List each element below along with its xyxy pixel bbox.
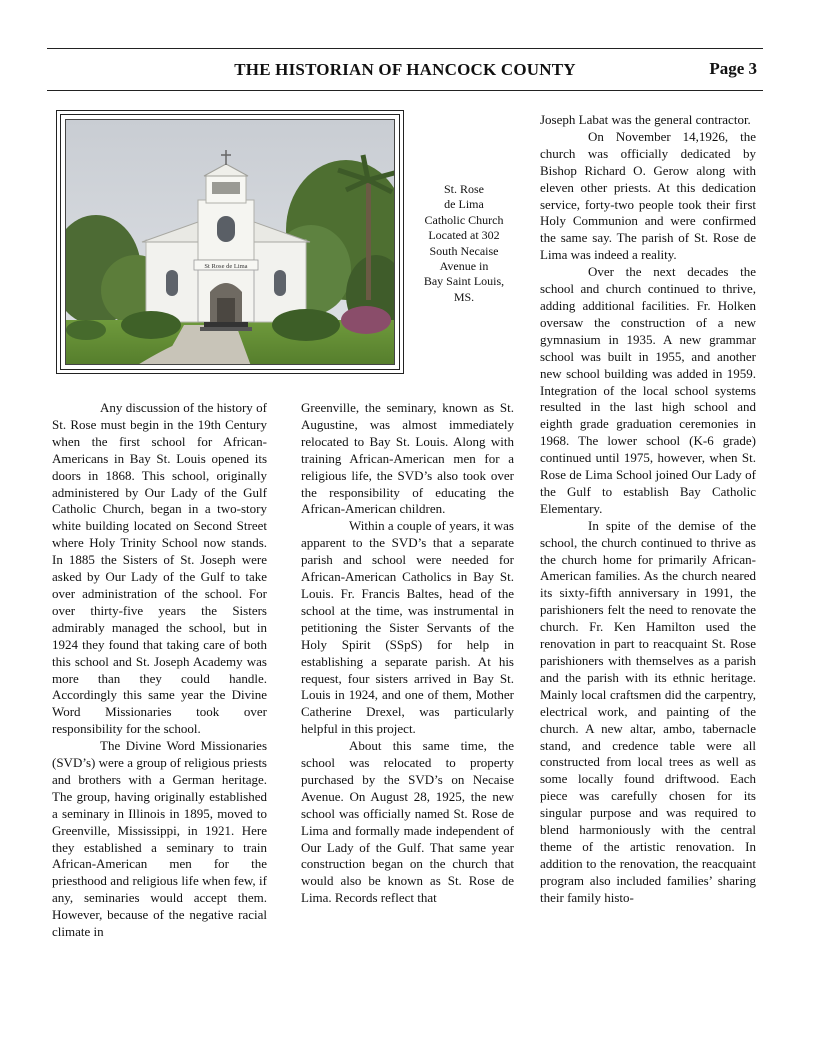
- article-paragraph: In spite of the demise of the school, the church continued to thrive as the church home for primarily African-American families. As the church neared its sixty-fifth anniversary in 1991, the parishioners felt the need to renovate the church. Fr. Ken Hamilton used the renovation in part to reacquaint St. Rose parishioners with themselves as a parish and the parish with its ethnic heritage. Mainly local craftsmen did the carpentry, electrical work, and painting of the church. A new altar, ambo, tabernacle stand, and credence table were all constructed from local trees as well as some locally found driftwood. Each piece was carefully chosen for its singular purpose and was required to blend harmoniously with the central theme of the artistic renovation. In addition to the renovation, the reacquaint program also included families’ sharing their family histo-: [540, 517, 756, 905]
- article-paragraph: On November 14,1926, the church was officially dedicated by Bishop Richard O. Gerow along with eleven other priests. At this dedication service, forty-two people took their first Holy Communion and were confirmed the same say. The parish of St. Rose de Lima was indeed a reality.: [540, 128, 756, 263]
- caption-line: MS.: [453, 289, 475, 304]
- caption-line: Bay Saint Louis,: [423, 274, 505, 289]
- article-paragraph: About this same time, the school was relocated to property purchased by the SVD’s on Necaise Avenue. On August 28, 1925, the new school was officially named St. Rose de Lima and formally made independent of Our Lady of the Gulf. That same year construction began on the church that would also be known as St. Rose de Lima. Records reflect that: [301, 738, 514, 906]
- caption-line: Located at 302: [428, 228, 500, 243]
- church-sign-text: St Rose de Lima: [204, 263, 248, 270]
- article-column-3: [540, 112, 756, 907]
- caption-line: Catholic Church: [424, 212, 504, 227]
- photo-caption: [414, 182, 514, 305]
- masthead: [47, 60, 763, 86]
- article-column-1: [52, 400, 267, 941]
- caption-line: de Lima: [444, 197, 484, 212]
- caption-line: South Necaise: [429, 243, 499, 258]
- article-paragraph: Greenville, the seminary, known as St. Augustine, was almost immediately relocated to Bay St. Louis. Along with training African-American men for a religious life, the SVD’s also took over the responsibility of educating the African-American children.: [301, 400, 514, 517]
- article-paragraph: Any discussion of the history of St. Rose must begin in the 19th Century when the first school for African-Americans in Bay St. Louis opened its doors in 1868. This school, originally administered by Our Lady of the Gulf Catholic Church, began in a two-story white building located on Second Street where Holy Trinity School now stands. In 1885 the Sisters of St. Joseph were asked by Our Lady of the Gulf to take over administration of the school. For over thirty-five years the Sisters admirably managed the school, but in 1924 they found that taking care of both this school and St. Joseph Academy was more than they could handle. Accordingly this same year the Divine Word Missionaries took over responsibility for the school.: [52, 400, 267, 737]
- article-paragraph: Within a couple of years, it was apparent to the SVD’s that a separate parish and school were needed for African-American Catholics in Bay St. Louis. Fr. Francis Baltes, head of the school at the time, was instrumental in petitioning the Sister Servants of the Holy Spirit (SSpS) for help in establishing a separate parish. At his request, four sisters arrived in Bay St. Louis in 1924, and one of them, Mother Catherine Drexel, was particularly helpful in this project.: [301, 518, 514, 737]
- header-top-rule: [47, 48, 763, 49]
- church-illustration: [66, 120, 395, 365]
- newsletter-title: THE HISTORIAN OF HANCOCK COUNTY: [234, 60, 576, 79]
- header-bottom-rule: [47, 90, 763, 91]
- caption-line: St. Rose: [443, 182, 484, 196]
- caption-line: Avenue in: [439, 259, 489, 274]
- page-number: Page 3: [709, 59, 757, 78]
- church-photo-frame: [56, 110, 404, 374]
- article-paragraph: Joseph Labat was the general contractor.: [540, 112, 751, 127]
- article-paragraph: Over the next decades the school and church continued to thrive, adding additional facilities. Fr. Holken oversaw the construction of a new gymnasium in 1935. A new grammar school was built in 1955, and another new school building was added in 1959. Integration of the local school systems resulted in the last high school and eighth grade graduation ceremonies in 1968. The lower school (K-6 grade) continued until 1975, however, when St. Rose de Lima School joined Our Lady of the Gulf to establish Bay Catholic Elementary.: [540, 264, 756, 516]
- church-photo: [65, 119, 395, 365]
- article-paragraph: The Divine Word Missionaries (SVD’s) were a group of religious priests and brothers with a German heritage. The group, having originally established a seminary in Illinois in 1895, moved to Greenville, Mississippi, in 1921. Here they established a seminary to train African-American men for the priesthood and religious life when few, if any, seminaries would accept them. However, because of the negative racial climate in: [52, 738, 267, 940]
- article-column-2: [301, 400, 514, 907]
